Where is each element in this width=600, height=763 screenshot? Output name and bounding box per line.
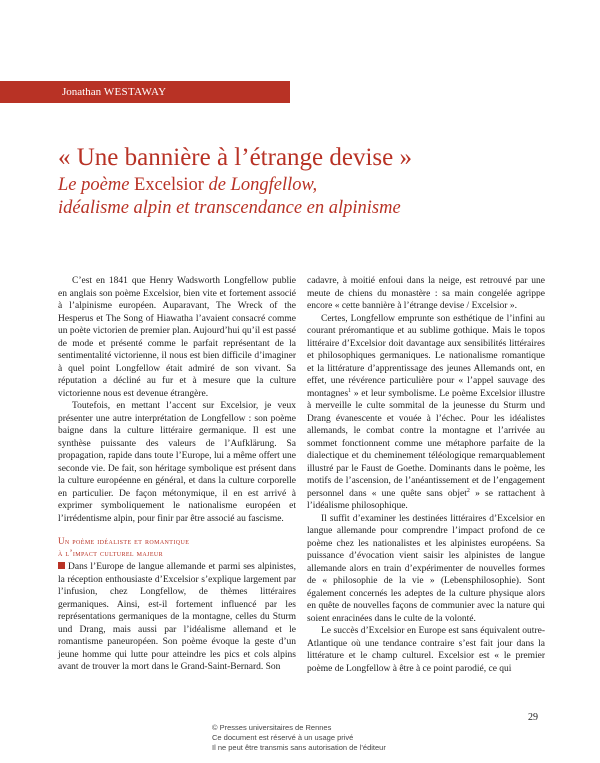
- paragraph: [307, 313, 545, 513]
- author-last-name: WESTAWAY: [103, 86, 167, 98]
- page-number: 29: [528, 712, 538, 723]
- footer-line: Ce document est réservé à un usage privé: [212, 733, 354, 742]
- paragraph-text: » et leur symbolisme. Le poème Excelsior illustre à merveille le culte sommital de la jeunesse du Sturm und Drang évanescente et vouée à l’échec. Pour les idéalistes allemands, le combat contre la montagne et l’arrivée au sommet fonctionnent comme une métaphore parfaite de la dialectique et du cheminement téléologique remarquablement illustré par le Faust de Goethe. Dominants dans le poème, les motifs de l’ascension, de l’anéantissement et de l’engagement personnel dans « une quête sans objet: [307, 388, 545, 499]
- left-column: [58, 275, 296, 674]
- article-subtitle: [58, 174, 558, 220]
- author-banner: [0, 81, 290, 103]
- subtitle-line-2: idéalisme alpin et transcendance en alpinisme: [58, 198, 401, 218]
- subtitle-part-a: Le poème: [58, 175, 135, 195]
- section-heading-line-2: à l’impact culturel majeur: [58, 548, 164, 558]
- footnote-ref[interactable]: 2: [466, 487, 470, 494]
- footer-line: © Presses universitaires de Rennes: [212, 723, 332, 732]
- paragraph: Le succès d’Excelsior en Europe est sans équivalent outre-Atlantique où une tendance contraire s’est fait jour dans la littérature et le champ culturel. Excelsior est « le premier poème de Longfellow à être à ce point parodié, ce qui: [307, 626, 545, 674]
- right-column: [307, 275, 545, 675]
- paragraph: C’est en 1841 que Henry Wadsworth Longfellow publie en anglais son poème Excelsior, bien vite et fortement associé à l’alpinisme européen. Auparavant, The Wreck of the Hesperus et The Song of Hiawatha l’avaient consacré comme un poète victorien de premier plan. Aujourd’hui qu’il est passé de mode et présenté comme le parfait représentant de la sentimentalité victorienne, il nous est bien difficile d’imaginer à quel point Longfellow était admiré de son vivant. Sa réputation a décliné au fur et à mesure que la culture victorienne nous est devenue étrangère.: [58, 276, 296, 399]
- author-first-name: Jonathan: [62, 86, 102, 98]
- paragraph-marker-icon: [58, 562, 65, 569]
- subtitle-part-c: de Longfellow,: [203, 175, 318, 195]
- footer-line: Il ne peut être transmis sans autorisation de l’éditeur: [212, 743, 386, 752]
- footnote-ref[interactable]: 1: [348, 387, 352, 394]
- paragraph: cadavre, à moitié enfoui dans la neige, est retrouvé par une meute de chiens du monastère : sa main congelée agrippe encore « cette bannière à l’étrange devise / Excelsior ».: [307, 276, 545, 311]
- paragraph-text: » se rattachent à l’idéalisme philosophique.: [307, 488, 546, 511]
- article-title: « Une bannière à l’étrange devise »: [58, 144, 413, 171]
- paragraph-text: Certes, Longfellow emprunte son esthétique de l’infini au courant préromantique et au sublime gothique. Mais le topos littéraire d’Excelsior doit davantage aux sensibilités littéraires et philosophiques germaniques. Le nationalisme romantique et la littérature d’apprentissage des jeunes Allemands ont, en effet, une révérence particulière pour « l’appel sauvage des montagnes: [307, 313, 545, 399]
- subtitle-poem-name: Excelsior: [134, 175, 204, 195]
- copyright-footer: [212, 723, 472, 753]
- paragraph: Il suffit d’examiner les destinées littéraires d’Excelsior en langue allemande pour comprendre l’impact profond de ce poème chez les nationalistes et les alpinistes européens. Sa puissance d’évocation vient saisir les alpinistes de langue allemande alors en train d’expérimenter de nouvelles formes de « philosophie de la vie » (Lebensphilosophie). Sont également concernés les adeptes de la culture physique alors en quête de nouvelles façons de communier avec la nature qui soient enracinées dans le culte de la volonté.: [307, 513, 545, 624]
- paragraph-text: Dans l’Europe de langue allemande et parmi ses alpinistes, la réception enthousiaste d’Excelsior s’explique largement par l’infusion, chez Longfellow, de thèmes littéraires germaniques. Ainsi, est-il fortement influencé par les représentations germaniques de la montagne, celles du Sturm und Drang, mais aussi par l’idéalisme allemand et le romantisme paneuropéen. Son poème évoque la geste d’un jeune homme qui lutte pour atteindre les pics et cols alpins avant de trouver la mort dans le Grand-Saint-Bernard. Son: [58, 562, 296, 672]
- section-heading-line-1: Un poème idéaliste et romantique: [58, 536, 190, 546]
- section-heading: [58, 535, 296, 559]
- paragraph: Toutefois, en mettant l’accent sur Excelsior, je veux présenter une autre interprétation de Longfellow : son poème baigne dans la culture littéraire germanique. Il est une synthèse puissante des valeurs de l’Aufklärung. Sa propagation, rapide dans toute l’Europe, lui a même offert une seconde vie. De fait, son héritage symbolique est présent dans la culture européenne en général, et dans la culture corporelle en particulier. De façon métonymique, il en est arrivé à exprimer symboliquement le nationalisme européen et l’irrédentisme alpin, pour finir par être associé au fascisme.: [58, 401, 296, 524]
- paragraph: [58, 561, 296, 674]
